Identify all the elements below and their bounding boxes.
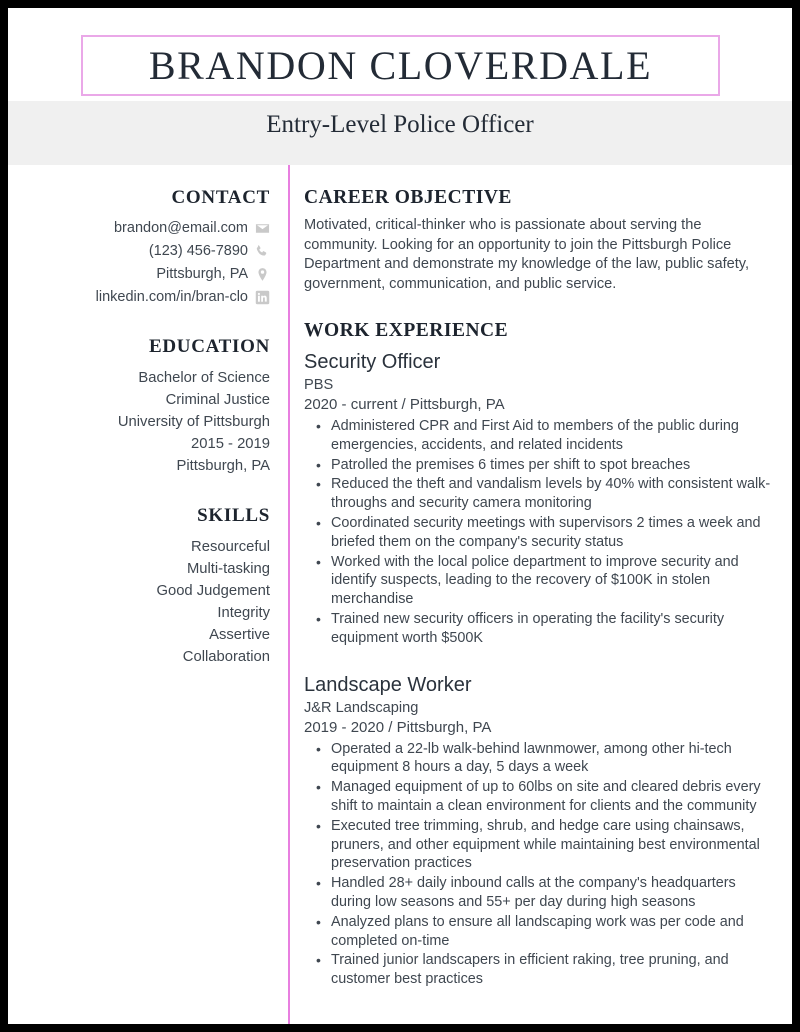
job-bullet: • Managed equipment of up to 60lbs on site and cleared debris every shift to maintain a clean environment for clients and the community (329, 778, 778, 816)
job-bullet: • Administered CPR and First Aid to members of the public during emergencies, accidents, and related incidents (329, 417, 778, 455)
contact-heading: CONTACT (171, 187, 270, 208)
job-bullet-list (304, 417, 778, 648)
contact-item-phone[interactable] (8, 241, 270, 262)
education-line: Pittsburgh, PA (176, 458, 270, 474)
resume-header (8, 8, 792, 165)
skills-section (8, 505, 270, 668)
resume-body (8, 165, 792, 1024)
job-bullet-list (304, 740, 778, 989)
contact-email-label: brandon@email.com (113, 220, 248, 236)
skill-item: Integrity (217, 605, 270, 621)
job-dates-location: 2020 - current / Pittsburgh, PA (304, 396, 505, 413)
education-line: Bachelor of Science (138, 370, 270, 386)
job-bullet: • Reduced the theft and vandalism levels by 40% with consistent walk-throughs and security camera monitoring (329, 475, 778, 513)
contact-item-linkedin[interactable] (8, 287, 270, 308)
contact-linkedin-label: linkedin.com/in/bran-clo (95, 289, 248, 305)
sidebar-column (8, 165, 270, 696)
candidate-name: BRANDON CLOVERDALE (148, 42, 653, 88)
job-bullet: • Trained junior landscapers in efficient raking, tree pruning, and customer best practices (329, 951, 778, 989)
envelope-icon (255, 221, 270, 236)
job-bullet: • Operated a 22-lb walk-behind lawnmower, among other hi-tech equipment 8 hours a day, 5 days a week (329, 740, 778, 778)
education-heading: EDUCATION (148, 336, 270, 357)
candidate-job-title: Entry-Level Police Officer (266, 111, 534, 138)
work-experience-section (304, 320, 778, 989)
job-bullet: • Analyzed plans to ensure all landscaping work was per code and completed on-time (329, 913, 778, 951)
experience-spacer (304, 654, 778, 672)
education-line: 2015 - 2019 (191, 436, 270, 452)
column-divider (288, 165, 290, 1024)
experience-entry (304, 672, 778, 989)
education-line: University of Pittsburgh (117, 414, 270, 430)
resume-page (8, 8, 792, 1024)
contact-phone-label: (123) 456-7890 (148, 243, 248, 259)
linkedin-icon (255, 290, 270, 305)
career-objective-heading: CAREER OBJECTIVE (304, 187, 512, 208)
experience-entry (304, 349, 778, 648)
skills-heading: SKILLS (197, 505, 270, 526)
job-bullet: • Handled 28+ daily inbound calls at the company's headquarters during low seasons and 55+ per day during high seasons (329, 874, 778, 912)
job-bullet: • Trained new security officers in operating the facility's security equipment worth $500K (329, 610, 778, 648)
contact-section (8, 187, 270, 308)
education-section (8, 336, 270, 477)
phone-icon (255, 244, 270, 259)
contact-location-label: Pittsburgh, PA (156, 266, 248, 282)
job-bullet: • Executed tree trimming, shrub, and hedge care using chainsaws, pruners, and other equipment while maintaining best environmental preservation practices (329, 817, 778, 873)
job-title: Security Officer (304, 351, 441, 373)
skill-item: Collaboration (182, 649, 270, 665)
job-title: Landscape Worker (304, 673, 472, 696)
skill-item: Assertive (209, 627, 270, 643)
work-experience-heading: WORK EXPERIENCE (304, 320, 509, 341)
job-bullet: • Patrolled the premises 6 times per shift to spot breaches (329, 456, 778, 475)
job-bullet: • Coordinated security meetings with supervisors 2 times a week and briefed them on the company's security status (329, 514, 778, 552)
name-box (81, 35, 720, 96)
contact-item-email[interactable] (8, 218, 270, 239)
job-dates-location: 2019 - 2020 / Pittsburgh, PA (304, 718, 492, 736)
contact-item-location[interactable] (8, 264, 270, 285)
main-column (304, 165, 778, 995)
location-pin-icon (255, 267, 270, 282)
skill-item: Good Judgement (156, 583, 270, 599)
education-line: Criminal Justice (165, 392, 270, 408)
skill-item: Resourceful (191, 539, 270, 555)
skill-item: Multi-tasking (186, 561, 270, 577)
job-company: J&R Landscaping (304, 699, 419, 716)
career-objective-text: Motivated, critical-thinker who is passionate about serving the community. Looking for an opportunity to join the Pittsburgh Police Department and demonstrate my knowledge of the law, public safety, government, communication, and public service. (304, 217, 750, 292)
job-bullet: • Worked with the local police department to improve security and identify suspects, leading to the recovery of $100K in stolen merchandise (329, 553, 778, 609)
career-objective-section (304, 187, 778, 294)
job-company: PBS (304, 377, 334, 393)
